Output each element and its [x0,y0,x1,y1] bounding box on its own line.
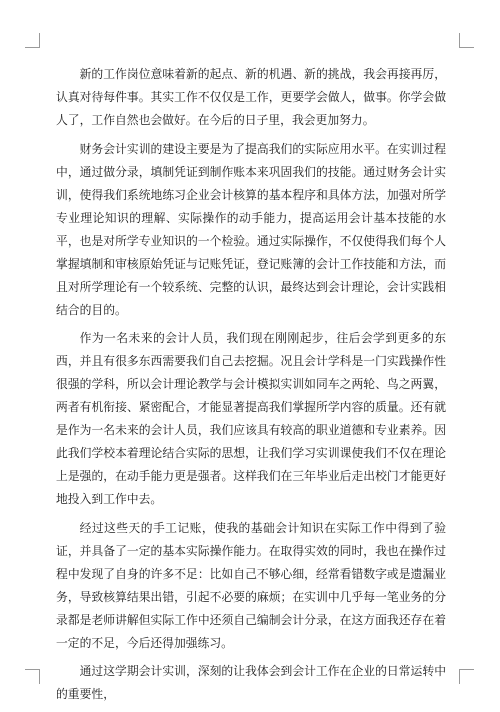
crop-mark-top-left [25,33,40,48]
paragraph-manual-bookkeeping: 经过这些天的手工记账，使我的基础会计知识在实际工作中得到了验证，并具备了一定的基本实际操作能力。在取得实效的同时，我也在操作过程中发现了自身的许多不足：比如自己不够心细，经常看错数字或是遗漏业务，导致核算结果出错，引起不必要的麻烦；在实训中几乎每一笔业务的分录都是老师讲解但实际工作中还须自己编制会计分录，在这方面我还存在着一定的不足，今后还得加强练习。 [56,520,446,650]
paragraph-new-job: 新的工作岗位意味着新的起点、新的机遇、新的挑战，我会再接再厉，认真对待每件事。其实工作不仅仅是工作，更要学会做人，做事。你学会做人了，工作自然也会做好。在今后的日子里，我会更加努力。 [56,67,446,127]
paragraph-future-accountant: 作为一名未来的会计人员，我们现在刚刚起步，往后会学到更多的东西，并且有很多东西需要我们自己去挖掘。况且会计学科是一门实践操作性很强的学科，所以会计理论教学与会计模拟实训如同车之两轮、鸟之两翼，两者有机衔接、紧密配合，才能显著提高我们掌握所学内容的质量。还有就是作为一名未来的会计人员，我们应该具有较高的职业道德和专业素养。因此我们学校本着理论结合实际的思想，让我们学习实训课使我们不仅在理论上是强的，在动手能力更是强者。这样我们在三年毕业后走出校门才能更好地投入到工作中去。 [56,331,446,506]
paragraph-accounting-training: 财务会计实训的建设主要是为了提高我们的实际应用水平。在实训过程中，通过做分录，填制凭证到制作账本来巩固我们的技能。通过财务会计实训，使得我们系统地练习企业会计核算的基本程序和具体方法，加强对所学专业理论知识的理解、实际操作的动手能力，提高运用会计基本技能的水平，也是对所学专业知识的一个检验。通过实际操作，不仅使得我们每个人掌握填制和审核原始凭证与记账凭证，登记账簿的会计工作技能和方法，而且对所学理论有一个较系统、完整的认识，最终达到会计理论，会计实践相结合的目的。 [56,141,446,317]
crop-mark-top-right [459,33,474,48]
document-body [56,63,446,712]
crop-mark-bottom-left [25,669,40,684]
paragraph-semester-summary: 通过这学期会计实训，深刻的让我体会到会计工作在企业的日常运转中的重要性， [56,664,446,701]
crop-mark-bottom-right [459,669,474,684]
